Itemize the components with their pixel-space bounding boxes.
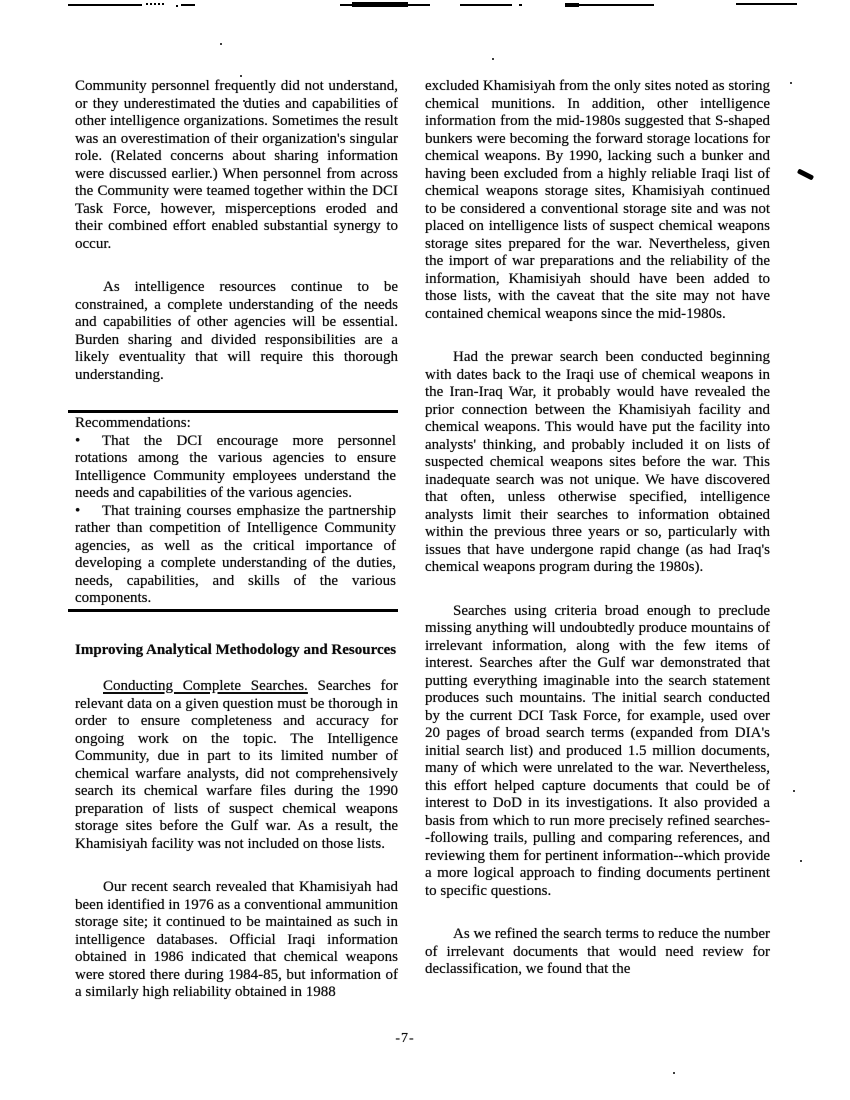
section-heading: Improving Analytical Methodology and Resources	[75, 641, 397, 658]
scan-mark	[736, 3, 797, 5]
paragraph	[75, 678, 398, 853]
bullet-icon: •	[75, 502, 81, 519]
recommendation-text: That training courses emphasize the partnership rather than competition of Intelligence Community agencies, as well as the critical importance of developing a complete understanding of the duties, needs, capabilities, and skills of the various components.	[75, 502, 396, 606]
paragraph: excluded Khamisiyah from the only sites noted as storing chemical munitions. In addition, other intelligence information from the mid-1980s suggested that S-shaped bunkers were becoming the forward storage locations for chemical weapons. By 1990, lacking such a bunker and having been excluded from a highly reliable Iraqi list of chemical weapons storage sites, Khamisiyah continued to be considered a conventional storage site and was not placed on intelligence lists of suspect chemical weapons storage sites prepared for the war. Nevertheless, given the import of war preparations and the reliability of the information, Khamisiyah should have been added to those lists, with the caveat that the site may not have contained chemical weapons since the mid-1980s.	[425, 78, 770, 322]
paragraph: Had the prewar search been conducted beginning with dates back to the Iraqi use of chemical weapons in the Iran-Iraq War, it probably would have revealed the prior connection between the Khamisiyah facility and chemical weapons. This would have put the facility into analysts' thinking, and probably included it on lists of suspected chemical weapons sites before the war. This inadequate search was not unique. We have discovered that often, unless otherwise specified, intelligence analysts limit their searches to information obtained within the previous three years or so, particularly with issues that have undergone rapid change (as had Iraq's chemical weapons program during the 1980s).	[425, 349, 770, 575]
paragraph: As we refined the search terms to reduce the number of irrelevant documents that would need review for declassification, we found that the	[425, 926, 770, 977]
scan-speck	[492, 58, 494, 60]
subsection-title: Conducting Complete Searches.	[103, 678, 308, 694]
scan-mark	[181, 4, 195, 6]
scan-speck	[220, 43, 222, 45]
recommendation-text: That the DCI encourage more personnel rotations among the various agencies to ensure Intelligence Community employees understand the needs and capabilities of the various agencies.	[75, 432, 396, 501]
scan-speck	[790, 82, 792, 84]
scan-speck	[673, 1072, 675, 1074]
scan-mark	[519, 4, 522, 6]
paragraph-text: Searches for relevant data on a given question must be thorough in order to ensure completeness and accuracy for ongoing work on the topic. The Intelligence Community, due in part to its limited number of chemical warfare analysts, did not comprehensively search its chemical warfare files during the 1990 preparation of lists of suspect chemical weapons storage sites before the Gulf war. As a result, the Khamisiyah facility was not included on those lists.	[75, 678, 398, 852]
scan-speck	[240, 75, 242, 77]
stray-pen-mark	[797, 168, 814, 180]
scan-mark	[68, 4, 142, 6]
scan-speck	[793, 790, 795, 792]
paragraph: As intelligence resources continue to be constrained, a complete understanding of the needs and capabilities of other agencies will be essential. Burden sharing and divided responsibilities are a likely eventuality that will require this thorough understanding.	[75, 279, 398, 383]
recommendations-box	[68, 410, 398, 612]
recommendations-title: Recommendations:	[75, 415, 191, 431]
scan-mark	[146, 3, 164, 5]
scan-mark	[460, 4, 512, 6]
left-column	[75, 78, 398, 1028]
scan-mark	[176, 5, 178, 7]
paragraph: Our recent search revealed that Khamisiyah had been identified in 1976 as a conventional ammunition storage site; it continued to be maintained as such in intelligence databases. Official Iraqi information obtained in 1986 indicated that chemical weapons were stored there during 1984-85, but information of a similarly high reliability obtained in 1988	[75, 879, 398, 1000]
scan-speck	[800, 860, 802, 862]
recommendation-item	[75, 503, 396, 608]
paragraph: Searches using criteria broad enough to preclude missing anything will undoubtedly produce mountains of irrelevant information, along with the few items of interest. Searches after the Gulf war demonstrated that putting everything imaginable into the search statement produces such mountains. The initial search conducted by the current DCI Task Force, for example, used over 20 pages of broad search terms (expanded from DIA's initial search list) and produced 1.5 million documents, many of which were unrelated to the war. Nevertheless, this effort helped capture documents that could be of interest to DoD in its investigations. It also provided a basis from which to run more precisely refined searches--following trails, pulling and comparing references, and reviewing them for pertinent information--which provide a more logical approach to finding documents pertinent to specific questions.	[425, 602, 770, 899]
recommendation-item	[75, 433, 396, 503]
right-column	[425, 78, 770, 1005]
scan-mark	[352, 2, 408, 7]
page-number: -7-	[395, 1031, 415, 1046]
scan-mark	[579, 4, 654, 6]
bullet-icon: •	[75, 432, 81, 449]
scan-mark	[565, 3, 579, 7]
paragraph: Community personnel frequently did not understand, or they underestimated the duties and capabilities of other intelligence organizations. Sometimes the result was an overestimation of their organization's singular role. (Related concerns about sharing information were discussed earlier.) When personnel from across the Community were teamed together within the DCI Task Force, however, misperceptions eroded and their combined effort enabled substantial synergy to occur.	[75, 78, 398, 252]
